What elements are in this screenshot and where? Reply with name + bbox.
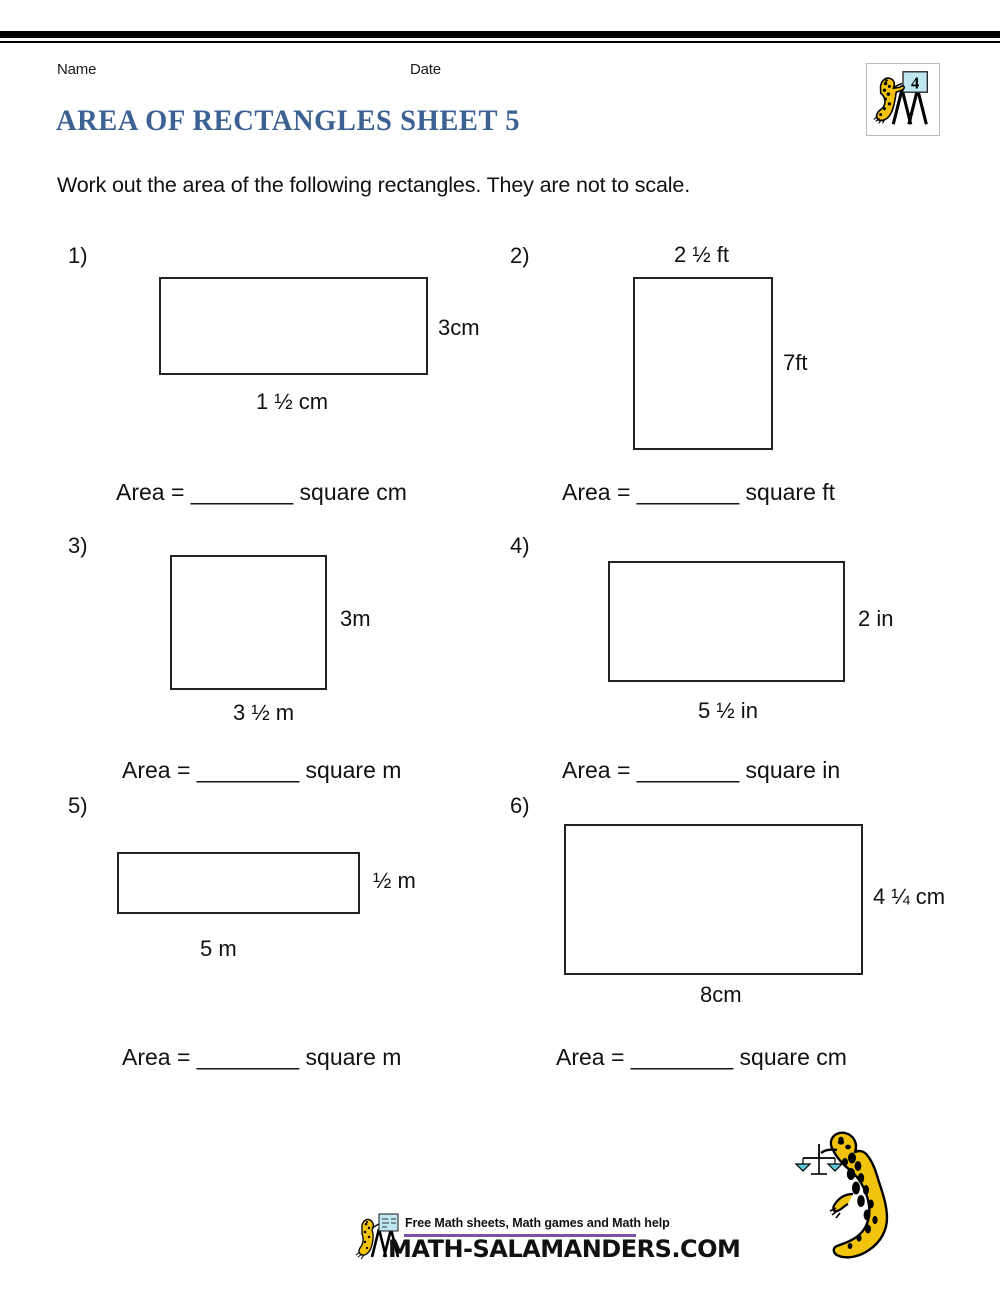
question-6-area-line[interactable] (556, 1044, 847, 1071)
question-3-rectangle (170, 555, 327, 690)
question-4-rectangle (608, 561, 845, 682)
question-6-rectangle (564, 824, 863, 975)
question-2-area-line[interactable] (562, 479, 835, 506)
salamander-eye (838, 1137, 843, 1141)
instruction-text: Work out the area of the following rectangles. They are not to scale. (57, 173, 691, 197)
question-3-height-label: 3m (340, 606, 371, 631)
question-4-width-label: 5 ½ in (698, 698, 758, 723)
question-6-area-blank[interactable]: ________ (630, 1044, 734, 1070)
question-6-number: 6) (510, 793, 530, 818)
question-3-area-suffix: square m (299, 757, 402, 783)
date-label: Date (410, 61, 441, 78)
salamander-with-scales (795, 1128, 925, 1263)
question-4-height-label: 2 in (858, 606, 894, 631)
easel-badge-number: 4 (911, 73, 920, 93)
question-1-area-line[interactable] (116, 479, 407, 506)
question-6-area-prefix: Area = (556, 1044, 631, 1070)
question-6-width-label: 8cm (700, 982, 742, 1007)
footer-tagline: Free Math sheets, Math games and Math help (405, 1216, 670, 1230)
question-5-number: 5) (68, 793, 88, 818)
salamander-svg (795, 1128, 925, 1263)
question-2-width-label: 2 ½ ft (674, 242, 730, 267)
question-2-height-label: 7ft (783, 350, 808, 375)
question-5-area-prefix: Area = (122, 1044, 197, 1070)
question-5-rectangle (117, 852, 360, 914)
question-2-area-prefix: Area = (562, 479, 637, 505)
question-5-width-label: 5 m (200, 936, 237, 961)
footer-salamander-eye (366, 1221, 368, 1223)
question-5-height-label: ½ m (373, 868, 416, 893)
question-6-area-suffix: square cm (733, 1044, 847, 1070)
question-3-area-line[interactable] (122, 757, 401, 784)
question-4-area-suffix: square in (739, 757, 841, 783)
question-6-height-label: 4 ¼ cm (873, 884, 946, 909)
question-1-height-label: 3cm (438, 315, 480, 340)
question-4-area-blank[interactable]: ________ (636, 757, 740, 783)
question-1-width-label: 1 ½ cm (256, 389, 329, 414)
question-1-rectangle (159, 277, 428, 375)
question-4-area-prefix: Area = (562, 757, 637, 783)
question-1-area-blank[interactable]: ________ (190, 479, 294, 505)
question-2-area-blank[interactable]: ________ (636, 479, 740, 505)
question-3-width-label: 3 ½ m (233, 700, 295, 725)
question-2-number: 2) (510, 243, 530, 268)
easel-logo-svg (867, 64, 939, 135)
question-3-number: 3) (68, 533, 88, 558)
question-3-area-blank[interactable]: ________ (196, 757, 300, 783)
math-salamanders-easel-logo (866, 63, 940, 136)
question-5-area-blank[interactable]: ________ (196, 1044, 300, 1070)
page-title: AREA OF RECTANGLES SHEET 5 (56, 104, 521, 137)
question-5-area-suffix: square m (299, 1044, 402, 1070)
footer-domain[interactable]: MATH-SALAMANDERS.COM (388, 1235, 741, 1263)
question-3-area-prefix: Area = (122, 757, 197, 783)
question-2-rectangle (633, 277, 773, 450)
question-1-area-prefix: Area = (116, 479, 191, 505)
question-2-area-suffix: square ft (739, 479, 836, 505)
question-1-number: 1) (68, 243, 88, 268)
question-5-area-line[interactable] (122, 1044, 401, 1071)
question-4-area-line[interactable] (562, 757, 840, 784)
question-1-area-suffix: square cm (293, 479, 407, 505)
top-rule-thick (0, 31, 1000, 38)
top-rule-thin (0, 41, 1000, 43)
easel-legs (893, 89, 926, 124)
question-4-number: 4) (510, 533, 530, 558)
name-label: Name (57, 61, 97, 78)
